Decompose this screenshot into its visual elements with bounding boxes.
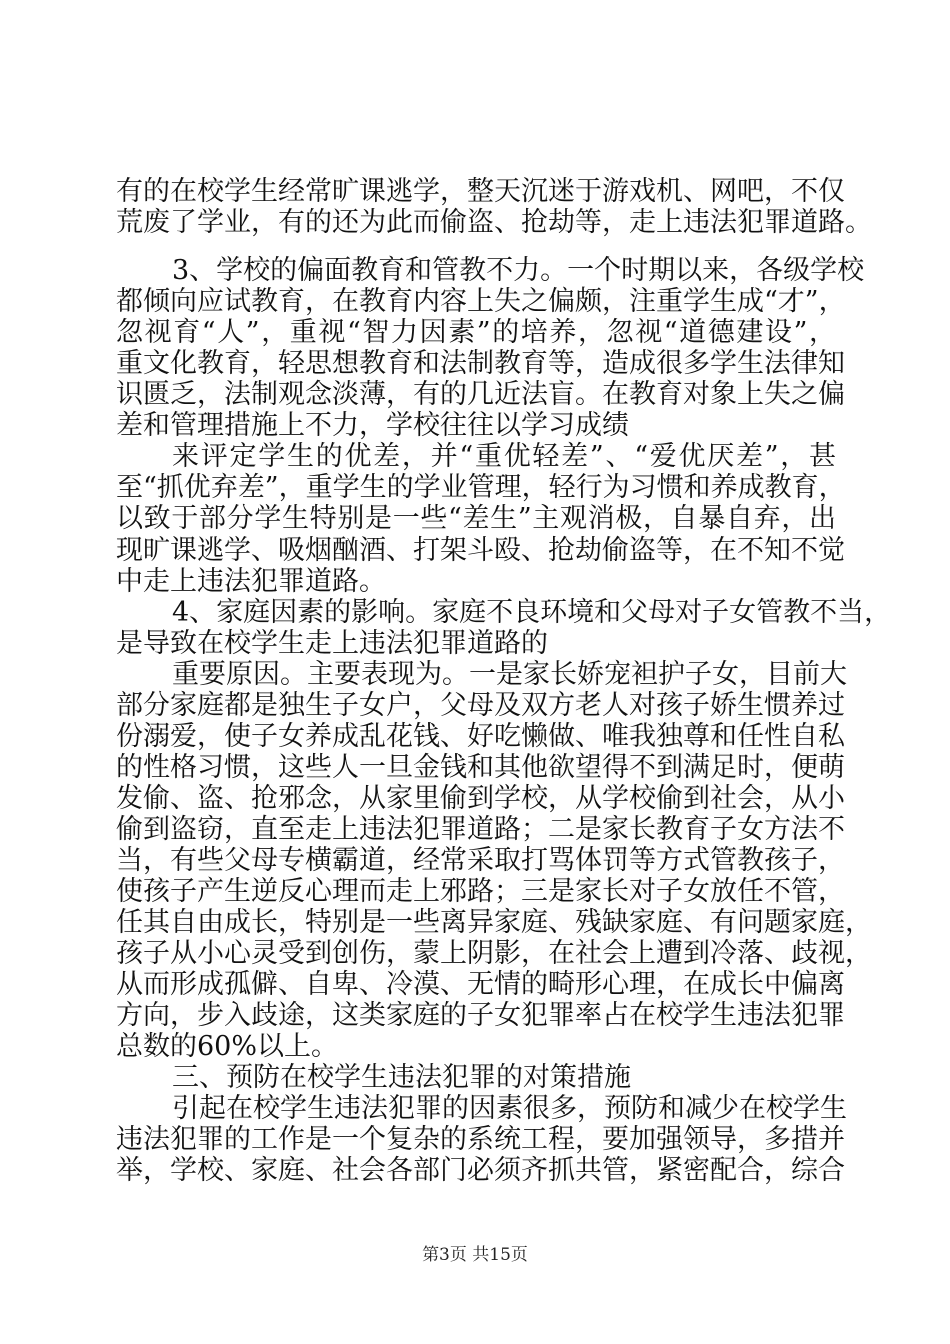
text-line: 任其自由成长，特别是一些离异家庭、残缺家庭、有问题家庭， <box>116 907 872 938</box>
text-line: 的性格习惯，这些人一旦金钱和其他欲望得不到满足时，便萌 <box>116 752 845 783</box>
text-line: 从而形成孤僻、自卑、冷漠、无情的畸形心理，在成长中偏离 <box>116 969 845 1000</box>
text-line: 4、家庭因素的影响。家庭不良环境和父母对子女管教不当， <box>172 597 892 628</box>
text-line: 差和管理措施上不力，学校往往以学习成绩 <box>116 410 629 441</box>
text-line: 使孩子产生逆反心理而走上邪路；三是家长对子女放任不管， <box>116 876 845 907</box>
text-line: 以致于部分学生特别是一些“差生”主观消极，自暴自弃，出 <box>116 503 836 534</box>
text-line: 引起在校学生违法犯罪的因素很多，预防和减少在校学生 <box>172 1093 847 1124</box>
text-line: 违法犯罪的工作是一个复杂的系统工程，要加强领导，多措并 <box>116 1124 845 1155</box>
text-line: 发偷、盗、抢邪念，从家里偷到学校，从学校偷到社会，从小 <box>116 783 845 814</box>
text-line: 荒废了学业，有的还为此而偷盗、抢劫等，走上违法犯罪道路。 <box>116 207 872 238</box>
text-line: 至“抓优弃差”，重学生的学业管理，轻行为习惯和养成教育， <box>116 472 846 503</box>
text-line: 识匮乏，法制观念淡薄，有的几近法盲。在教育对象上失之偏 <box>116 379 845 410</box>
text-line: 是导致在校学生走上违法犯罪道路的 <box>116 628 548 659</box>
text-line: 重文化教育，轻思想教育和法制教育等，造成很多学生法律知 <box>116 348 845 379</box>
text-line: 当，有些父母专横霸道，经常采取打骂体罚等方式管教孩子， <box>116 845 845 876</box>
text-line: 3、学校的偏面教育和管教不力。一个时期以来，各级学校 <box>172 255 865 286</box>
text-line: 重要原因。主要表现为。一是家长娇宠袒护子女，目前大 <box>172 659 847 690</box>
page-number-footer: 第3页 共15页 <box>422 1245 528 1265</box>
text-line: 举，学校、家庭、社会各部门必须齐抓共管，紧密配合，综合 <box>116 1155 845 1186</box>
text-line: 总数的60%以上。 <box>116 1031 339 1062</box>
text-line: 忽视育“人”，重视“智力因素”的培养，忽视“道德建设”， <box>116 317 836 348</box>
text-line: 都倾向应试教育，在教育内容上失之偏颇，注重学生成“才”， <box>116 286 846 317</box>
text-line: 孩子从小心灵受到创伤，蒙上阴影，在社会上遭到冷落、歧视， <box>116 938 872 969</box>
text-line: 份溺爱，使子女养成乱花钱、好吃懒做、唯我独尊和任性自私 <box>116 721 845 752</box>
text-line: 来评定学生的优差，并“重优轻差”、“爱优厌差”，甚 <box>172 441 836 472</box>
text-line: 现旷课逃学、吸烟酗酒、打架斗殴、抢劫偷盗等，在不知不觉 <box>116 535 845 566</box>
text-line: 方向，步入歧途，这类家庭的子女犯罪率占在校学生违法犯罪 <box>116 1000 845 1031</box>
section-heading: 三、预防在校学生违法犯罪的对策措施 <box>172 1062 631 1093</box>
text-line: 偷到盗窃，直至走上违法犯罪道路；二是家长教育子女方法不 <box>116 814 845 845</box>
text-line: 有的在校学生经常旷课逃学，整天沉迷于游戏机、网吧，不仅 <box>116 176 845 207</box>
text-line: 中走上违法犯罪道路。 <box>116 566 386 597</box>
text-line: 部分家庭都是独生子女户，父母及双方老人对孩子娇生惯养过 <box>116 690 845 721</box>
